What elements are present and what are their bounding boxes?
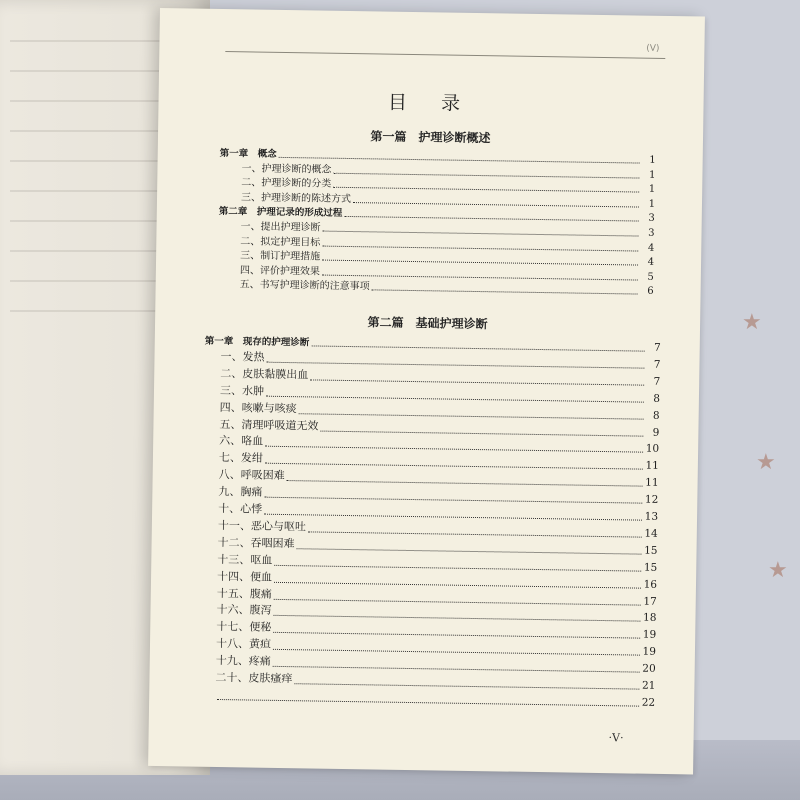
toc-entry-label: 四、咳嗽与咳痰 — [219, 400, 297, 415]
toc-entry-page: 20 — [642, 662, 656, 675]
toc-entry-page: 12 — [644, 493, 659, 506]
toc-entry-label: 一、护理诊断的概念 — [241, 162, 332, 176]
toc-entry-page: 17 — [643, 595, 657, 608]
folio: ·V· — [608, 731, 624, 745]
toc-entry-page: 1 — [648, 183, 656, 195]
toc-entry-label: 十九、疼痛 — [215, 654, 271, 668]
toc-entry-label: 二、皮肤黏膜出血 — [220, 366, 309, 382]
toc-entry-page: 5 — [647, 271, 654, 283]
toc-entry-page: 7 — [653, 341, 661, 354]
toc-entry-label: 十四、便血 — [216, 569, 273, 584]
toc-entry-label: 四、评价护理效果 — [239, 265, 320, 278]
toc-entry-page: 11 — [645, 476, 659, 490]
toc-entry-page: 15 — [644, 544, 658, 557]
toc-entry-label: 第二章 护理记录的形成过程 — [218, 206, 343, 220]
toc-entry-label: 五、书写护理诊断的注意事项 — [239, 279, 370, 293]
star-decoration: ★ — [756, 450, 776, 475]
toc-entry-label: 五、清理呼吸道无效 — [219, 417, 319, 433]
toc-entry-label: 一、提出护理诊断 — [240, 221, 321, 234]
star-decoration: ★ — [768, 558, 788, 583]
part-title: 第二篇 基础护理诊断 — [367, 315, 488, 332]
toc-entry-page: 7 — [653, 375, 661, 388]
toc-entry-label: 第一章 概念 — [219, 147, 277, 160]
toc-entry-page: 8 — [652, 409, 660, 422]
toc-entry-page: 1 — [648, 169, 656, 181]
toc-entry-label: 十八、黄疸 — [215, 637, 272, 652]
toc-entry-page: 11 — [645, 459, 659, 473]
leader-dots — [217, 699, 639, 707]
toc-entry-page: 22 — [641, 696, 656, 709]
toc-entry-page: 7 — [653, 358, 661, 371]
toc-entry-label: 十二、吞咽困难 — [217, 535, 295, 550]
toc-entry-label: 三、水肿 — [219, 383, 265, 398]
toc-entry-page: 10 — [645, 443, 660, 456]
toc-entry-page: 15 — [643, 561, 658, 574]
toc-entry-page: 3 — [648, 213, 655, 225]
toc-entry-page: 4 — [647, 256, 655, 268]
toc-entry-label: 十三、呕血 — [217, 552, 273, 567]
toc-entry-label: 二十、皮肤瘙痒 — [215, 670, 293, 686]
toc-entry-page: 1 — [648, 198, 656, 210]
star-decoration: ★ — [742, 310, 762, 335]
page-title: 目 录 — [387, 91, 475, 115]
toc-entry-label: 十一、恶心与呕吐 — [217, 518, 306, 534]
toc-entry-page: 21 — [641, 679, 656, 692]
toc-entry-page: 3 — [648, 227, 655, 239]
leader-dots — [372, 290, 638, 295]
toc-entry-page: 13 — [644, 510, 659, 523]
running-head — [225, 37, 665, 59]
toc-entry-label: 三、制订护理措施 — [240, 250, 321, 263]
toc-entry-label: 二、拟定护理目标 — [240, 235, 321, 249]
toc-entry-page: 14 — [644, 527, 658, 540]
toc-entry-page: 4 — [647, 242, 655, 254]
toc-entry-page: 18 — [643, 612, 657, 625]
toc-entry-page: 6 — [647, 286, 654, 298]
toc-entry-label: 一、发热 — [220, 349, 265, 364]
toc-entry-label: 十、心悸 — [218, 501, 263, 516]
toc-entry-page: 19 — [642, 628, 657, 642]
toc-entry-label: 第一章 现存的护理诊断 — [204, 335, 310, 349]
toc-entry-label: 六、咯血 — [219, 434, 264, 449]
toc-entry-label: 十七、便秘 — [216, 620, 272, 635]
toc-entry-label: 十六、腹泻 — [216, 603, 272, 618]
running-head-text: (V) — [646, 43, 660, 54]
toc-entry-page: 1 — [649, 154, 656, 166]
toc-entry-label: 九、胸痛 — [218, 485, 263, 499]
toc-entry-label: 七、发绀 — [218, 451, 264, 465]
toc-entry-label: 八、呼吸困难 — [218, 468, 285, 483]
toc-entry-label: 三、护理诊断的陈述方式 — [240, 192, 352, 205]
toc-entry-page: 9 — [652, 426, 660, 439]
toc-entry-page: 8 — [653, 392, 661, 405]
part-title: 第一篇 护理诊断概述 — [370, 129, 491, 146]
toc-entry-label: 二、护理诊断的分类 — [241, 177, 332, 190]
toc-page — [148, 8, 705, 774]
toc-entry-page: 19 — [642, 645, 657, 659]
toc-entry-page: 16 — [643, 578, 658, 591]
toc-entry-label: 十五、腹痛 — [216, 586, 272, 601]
